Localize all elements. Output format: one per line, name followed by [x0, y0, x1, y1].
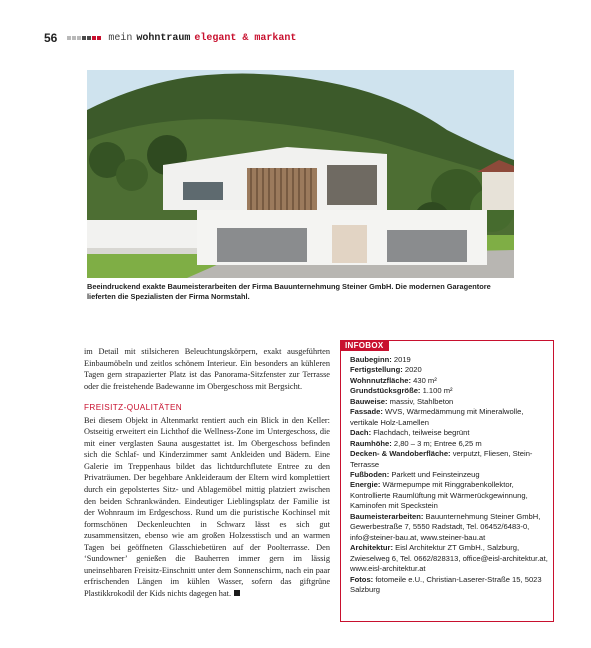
section-title: elegant & markant	[194, 32, 297, 44]
page-number: 56	[44, 31, 58, 45]
square-ornament	[92, 36, 96, 40]
info-key: Grundstücksgröße:	[350, 386, 421, 396]
info-item-wohnnutzflaeche	[350, 376, 550, 386]
infobox-list	[350, 355, 550, 595]
info-key: Baumeisterarbeiten:	[350, 511, 424, 521]
magazine-name-light: mein	[108, 32, 133, 44]
article-intro-paragraph: im Detail mit stilsicheren Beleuchtungskörpern, exakt ausgeführten Einbaumöbeln und zeitlos schönem Interieur. Ein besonders an kühleren Tagen gern strapazierter Platz ist das Panorama-Sitzfenster zur Terrasse oder die freistehende Badewanne im Obergeschoss mit Bergsicht.	[84, 347, 330, 391]
info-item-baumeisterarbeiten	[350, 512, 550, 543]
info-value: verputzt, Fliesen, Stein-Terrasse	[350, 449, 533, 469]
info-key: Bauweise:	[350, 396, 388, 406]
square-ornament	[77, 36, 81, 40]
info-value: Flachdach, teilweise begrünt	[371, 428, 470, 438]
info-item-fotos	[350, 575, 550, 596]
square-ornament	[97, 36, 101, 40]
info-value: 2,80 – 3 m; Entree 6,25 m	[391, 438, 482, 448]
info-item-energie	[350, 480, 550, 511]
page-header	[44, 30, 296, 46]
info-key: Fotos:	[350, 574, 374, 584]
magazine-name-bold: wohntraum	[136, 32, 191, 44]
info-value: WVS, Wärmedämmung mit Mineralwolle, vertikale Holz-Lamellen	[350, 407, 524, 427]
article-text-column	[84, 346, 330, 599]
end-mark-icon	[234, 590, 240, 596]
info-key: Baubeginn:	[350, 355, 392, 364]
info-value: 1.100 m²	[420, 386, 453, 396]
photo-caption: Beeindruckend exakte Baumeisterarbeiten der Firma Bauunternehmung Steiner GmbH. Die modernen Garagentore lieferten die Spezialisten der Firma Normstahl.	[87, 282, 491, 301]
info-value: 2019	[391, 355, 411, 364]
info-key: Wohnnutzfläche:	[350, 375, 412, 385]
info-value: Wärmepumpe mit Ringgrabenkollektor, Kontrollierte Raumlüftung mit Wärmerückgewinnung, Kaminofen mit Speckstein	[350, 480, 528, 511]
infobox-label: INFOBOX	[341, 340, 389, 351]
info-value: Bauunternehmung Steiner GmbH, Gewerbestraße 7, 5550 Radstadt, Tel. 06452/6483-0, info@steiner-bau.at, www.steiner-bau.at	[350, 511, 541, 542]
info-key: Dach:	[350, 428, 372, 438]
info-item-dach	[350, 428, 550, 438]
square-ornament	[87, 36, 91, 40]
info-key: Fertigstellung:	[350, 365, 403, 375]
house-photo	[87, 70, 514, 278]
section-heading: FREISITZ-QUALITÄTEN	[84, 403, 183, 413]
info-item-fussboden	[350, 470, 550, 480]
info-item-baubeginn	[350, 355, 550, 365]
modern-house-photo	[87, 70, 514, 278]
info-key: Architektur:	[350, 543, 394, 553]
info-value: fotomeile e.U., Christian-Laserer-Straße 15, 5023 Salzburg	[350, 574, 542, 594]
info-value: 2020	[402, 365, 422, 375]
info-item-grundstuecksgroesse	[350, 386, 550, 396]
info-value: Parkett und Feinsteinzeug	[389, 469, 480, 479]
info-key: Fassade:	[350, 407, 383, 417]
info-value: massiv, Stahlbeton	[387, 396, 454, 406]
square-ornament	[72, 36, 76, 40]
info-key: Fußboden:	[350, 469, 390, 479]
article-body-text: Bei diesem Objekt in Altenmarkt rentiert auch ein Blick in den Keller: Ostseitig erweitert ein Lichthof die Wellness-Zone im Untergeschoss, die mit einer verglasten Sauna ausgestattet ist. Im Obergeschoss befinden sich die Schlaf- und Kinderzimmer samt Ankleiden und Bädern. Eine Galerie im Treppenhaus bildet das lichtdurchflutete Entree zu den Privaträumen. Der begehbare Ankleideraum der Eltern wird komplettiert durch ein gepolstertes Sitz- und Ablagemöbel mittig platziert zwischen den beiden Schrankwänden. Eindeutiger Lieblingsplatz der Familie ist der Wohnraum im Erdgeschoss. Rund um die puristische Kochinsel mit formschönen Deckenleuchten in Schwarz lässt es sich gut zusammensitzen, ebenso wie am großen Holzesstisch und an warmen Tagen bei geöffneten Glasschiebetüren auf der Poolterrasse. Den ‘Sundowner’ genießen die Bauherren immer gern im lässig uneinsehbaren Freisitz-Einschnitt unter dem Sonnenschirm, nach ein paar erfrischenden Längen im kühlen Wasser, sofern das giftgrüne Plastikkrokodil der Kids nichts dagegen hat.	[84, 415, 330, 598]
info-item-decken-wandoberflaeche	[350, 449, 550, 470]
info-key: Decken- & Wandoberfläche:	[350, 449, 451, 459]
square-ornament	[67, 36, 71, 40]
infobox	[340, 340, 554, 622]
info-item-bauweise	[350, 397, 550, 407]
info-key: Energie:	[350, 480, 381, 490]
info-value: Eisl Architektur ZT GmbH., Salzburg, Zwieselweg 6, Tel. 0662/828313, office@eisl-architektur.at, www.eisl-architektur.at	[350, 543, 548, 574]
info-item-fertigstellung	[350, 365, 550, 375]
info-value: 430 m²	[411, 375, 437, 385]
info-item-architektur	[350, 543, 550, 574]
square-ornament	[82, 36, 86, 40]
info-item-fassade	[350, 407, 550, 428]
header-squares-ornament	[67, 36, 102, 40]
article-body-paragraph	[84, 415, 330, 600]
info-key: Raumhöhe:	[350, 438, 392, 448]
info-item-raumhoehe	[350, 439, 550, 449]
